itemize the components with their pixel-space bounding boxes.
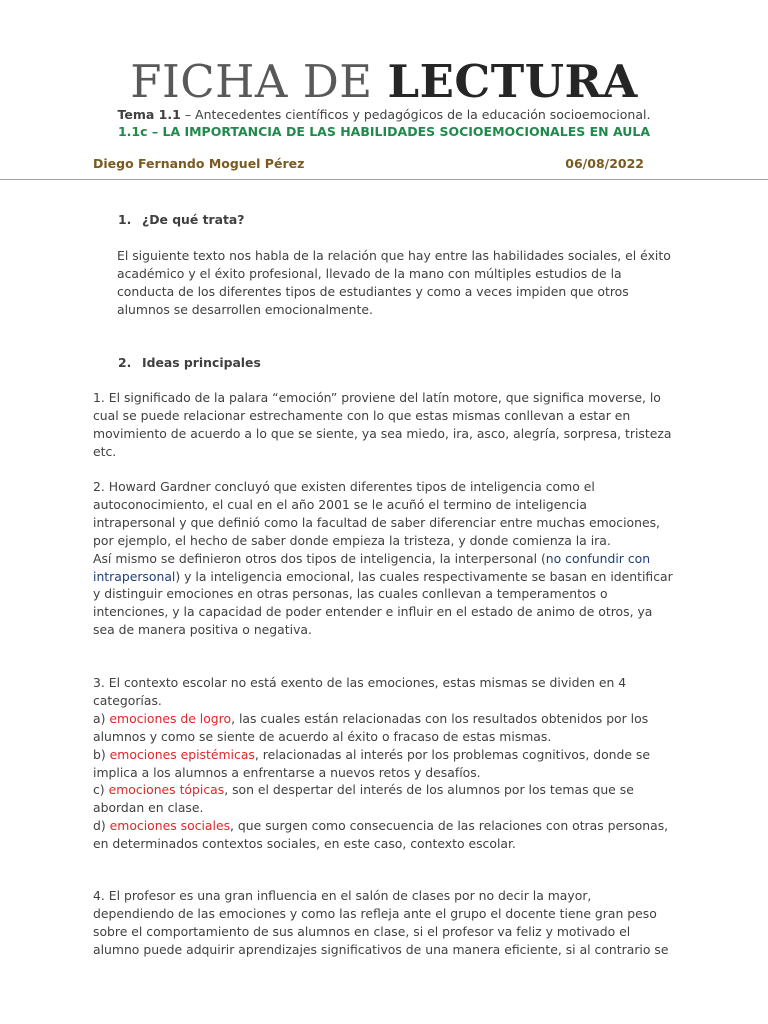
text-line: abordan en clase. — [93, 800, 204, 816]
document-title — [0, 56, 768, 108]
list-marker: a) — [93, 710, 110, 726]
list-item-a — [93, 710, 668, 728]
text-line: 1. El significado de la palara “emoción” proviene del latín motore, que significa moverse, lo — [93, 390, 661, 405]
idea-2-paragraph — [93, 478, 673, 639]
topic-label: Tema 1.1 — [117, 107, 181, 122]
topic-text: – Antecedentes científicos y pedagógicos de la educación socioemocional. — [180, 107, 651, 122]
text-line: dependiendo de las emociones y como las refleja ante el grupo el docente tiene gran peso — [93, 905, 657, 921]
text-line: conducta de los diferentes tipos de estudiantes y como a veces impiden que otros — [117, 283, 629, 299]
title-light: FICHA DE — [130, 55, 388, 108]
list-marker: c) — [93, 782, 109, 798]
emotion-term: emociones de logro — [109, 710, 232, 726]
section-1-heading — [118, 212, 244, 227]
document-date: 06/08/2022 — [565, 156, 644, 171]
header-divider — [0, 179, 768, 180]
inline-note: intrapersonal — [93, 568, 176, 584]
topic-line — [0, 107, 768, 122]
text-line: intenciones, y la capacidad de poder entender e influir en el estado de animo de otros, ya — [93, 604, 653, 620]
text-line: por ejemplo, el hecho de saber donde empieza la tristeza, y donde comienza la ira. — [93, 532, 611, 548]
text-line: etc. — [93, 443, 117, 459]
section-1-number: 1. — [118, 212, 132, 227]
text-line: alumnos se desarrollen emocionalmente. — [117, 301, 373, 317]
text-run: ) y la inteligencia emocional, las cuales respectivamente se basan en identificar — [175, 568, 673, 584]
text-line: categorías. — [93, 692, 162, 708]
text-line: autoconocimiento, el cual en el año 2001 se le acuñó el termino de inteligencia — [93, 496, 587, 512]
text-line — [93, 550, 673, 568]
emotion-term: emociones epistémicas — [109, 746, 255, 762]
text-line: sea de manera positiva o negativa. — [93, 622, 312, 638]
list-marker: b) — [93, 746, 110, 762]
text-run: , relacionadas al interés por los problemas cognitivos, donde se — [254, 746, 651, 762]
list-item-d — [93, 817, 668, 835]
list-marker: d) — [93, 818, 110, 834]
text-run: Así mismo se definieron otros dos tipos de inteligencia, la interpersonal ( — [93, 550, 546, 566]
section-2-title: Ideas principales — [142, 355, 261, 370]
text-line: en determinados contextos sociales, en este caso, contexto escolar. — [93, 836, 516, 852]
section-1-title: ¿De qué trata? — [142, 212, 245, 227]
text-line: y distinguir emociones en otras personas, las cuales conllevan a temperamentos o — [93, 586, 608, 602]
idea-3-paragraph — [93, 674, 668, 853]
text-line: cual se puede relacionar estrechamente con lo que estas mismas conllevan a estar en — [93, 407, 631, 423]
text-line: alumnos y como se siente de acuerdo al éxito o fracaso de estas mismas. — [93, 728, 552, 744]
text-line: El siguiente texto nos habla de la relación que hay entre las habilidades sociales, el éxito — [117, 248, 671, 263]
text-line — [93, 568, 673, 586]
document-subtitle: 1.1c – LA IMPORTANCIA DE LAS HABILIDADES SOCIOEMOCIONALES EN AULA — [117, 124, 651, 139]
text-line: 2. Howard Gardner concluyó que existen diferentes tipos de inteligencia como el — [93, 479, 595, 494]
section-2-number: 2. — [118, 355, 132, 370]
emotion-term: emociones sociales — [109, 818, 231, 834]
list-item-b — [93, 746, 668, 764]
idea-4-paragraph — [93, 887, 668, 959]
text-line: sobre el comportamiento de sus alumnos en clase, si el profesor va feliz y motivado el — [93, 923, 631, 939]
text-line: movimiento de acuerdo a lo que se siente, ya sea miedo, ira, asco, alegría, sorpresa, tristeza — [93, 425, 672, 441]
author-name: Diego Fernando Moguel Pérez — [93, 156, 305, 171]
emotion-term: emociones tópicas — [108, 782, 225, 798]
text-line: académico y el éxito profesional, llevado de la mano con múltiples estudios de la — [117, 265, 622, 281]
text-line: alumno puede adquirir aprendizajes significativos de una manera eficiente, si al contrario se — [93, 941, 669, 957]
text-line: implica a los alumnos a enfrentarse a nuevos retos y desafíos. — [93, 764, 481, 780]
text-run: , las cuales están relacionadas con los resultados obtenidos por los — [231, 710, 649, 726]
text-line: 3. El contexto escolar no está exento de las emociones, estas mismas se dividen en 4 — [93, 675, 627, 690]
text-run: , son el despertar del interés de los alumnos por los temas que se — [224, 782, 634, 798]
list-item-c — [93, 781, 668, 799]
title-bold: LECTURA — [387, 55, 638, 108]
text-line: intrapersonal y que definió como la facultad de saber diferenciar entre muchas emociones, — [93, 514, 660, 530]
text-line: 4. El profesor es una gran influencia en el salón de clases por no decir la mayor, — [93, 888, 592, 903]
idea-1-paragraph — [93, 389, 671, 461]
inline-note: no confundir con — [545, 550, 651, 566]
text-run: , que surgen como consecuencia de las relaciones con otras personas, — [230, 818, 669, 834]
section-2-heading — [118, 355, 261, 370]
section-1-body — [117, 247, 671, 319]
